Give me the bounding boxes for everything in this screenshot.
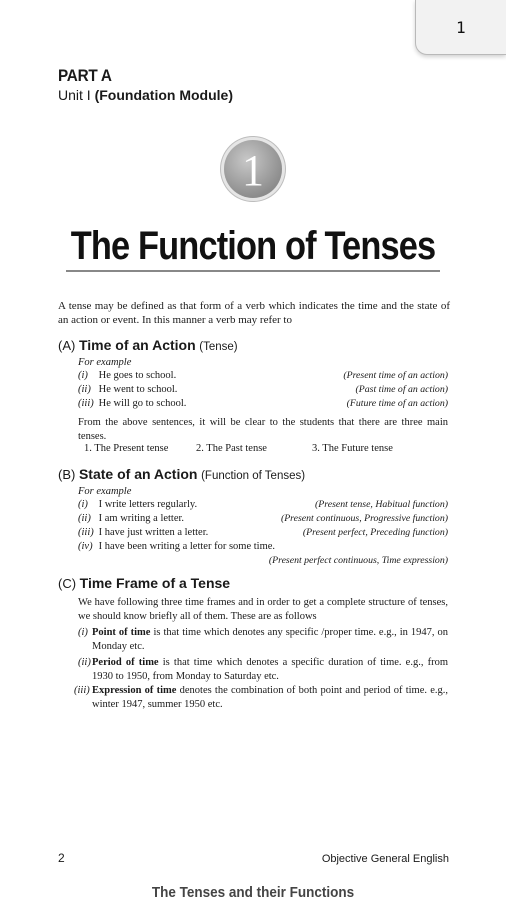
page-indicator-tab[interactable] <box>415 0 506 55</box>
section-c-heading <box>58 575 230 591</box>
example-text: He goes to school. <box>98 370 177 381</box>
part-heading: PART A <box>58 66 112 85</box>
section-a-example-row <box>78 398 448 412</box>
section-b-example-label: For example <box>78 486 132 497</box>
example-note: (Present time of an action) <box>343 370 448 381</box>
section-a-example-row <box>78 370 448 384</box>
example-note: (Future time of an action) <box>346 398 448 409</box>
example-note: (Present perfect, Preceding function) <box>302 527 448 538</box>
item-text: is that time which denotes any specific /proper time. e.g., in 1947, on Monday etc. <box>92 627 448 652</box>
time-frame-item <box>78 656 448 683</box>
chapter-number-badge <box>224 140 282 198</box>
unit-heading <box>58 87 233 103</box>
unit-prefix: Unit I <box>58 87 95 103</box>
example-number: (ii) <box>78 513 91 524</box>
chapter-title: The Function of Tenses <box>70 224 436 268</box>
section-b-example-row <box>78 513 448 527</box>
example-number: (iii) <box>78 527 94 538</box>
section-a-subtitle: (Tense) <box>199 341 238 353</box>
section-a-conclusion: From the above sentences, it will be clear to the students that there are three main tenses. <box>78 417 448 442</box>
section-c-intro: We have following three time frames and in order to get a complete structure of tenses, we should know briefly all of them. These are as follows <box>78 597 448 622</box>
section-a-example-label: For example <box>78 357 132 368</box>
page-indicator-number: 1 <box>456 18 466 37</box>
time-frame-item <box>74 684 448 711</box>
item-number: (ii) <box>78 657 91 668</box>
example-text: I am writing a letter. <box>98 513 185 524</box>
item-term: Expression of time <box>92 685 177 696</box>
section-a-title: Time of an Action <box>78 337 196 353</box>
section-a-example-row <box>78 384 448 398</box>
time-frame-item <box>78 626 448 653</box>
item-term: Period of time <box>92 657 159 668</box>
example-number: (i) <box>78 370 88 381</box>
unit-name: (Foundation Module) <box>94 87 233 103</box>
title-underline <box>66 270 440 272</box>
item-number: (iii) <box>74 685 90 696</box>
example-number: (iv) <box>78 541 93 552</box>
example-text: He went to school. <box>98 384 178 395</box>
example-text: I have just written a letter. <box>98 527 209 538</box>
footer-page-number: 2 <box>58 851 65 865</box>
section-b-title: State of an Action <box>78 466 198 482</box>
three-tenses-list <box>84 443 393 454</box>
example-text: I write letters regularly. <box>98 499 198 510</box>
example-text: He will go to school. <box>98 398 187 409</box>
section-b-example-row <box>78 541 448 555</box>
example-note: (Present perfect continuous, Time expression) <box>268 555 448 566</box>
page-caption: The Tenses and their Functions <box>151 884 355 901</box>
item-text: is that time which denotes a specific duration of time. e.g., from 1930 to 1950, from Monday to Saturday etc. <box>92 657 448 682</box>
section-b-letter: (B) <box>58 467 76 482</box>
section-a-letter: (A) <box>58 338 76 353</box>
item-number: (i) <box>78 627 88 638</box>
footer-book-title: Objective General English <box>321 853 449 865</box>
section-c-letter: (C) <box>58 576 77 591</box>
section-b-heading <box>58 466 305 482</box>
item-term: Point of time <box>92 627 151 638</box>
section-c-title: Time Frame of a Tense <box>79 575 231 591</box>
intro-paragraph: A tense may be defined as that form of a verb which indicates the time and the state of an action or event. In this manner a verb may refer to <box>58 300 450 326</box>
example-note: (Past time of an action) <box>355 384 448 395</box>
example-text: I have been writing a letter for some time. <box>98 541 276 552</box>
section-b-example-note-row <box>78 555 448 569</box>
tense-item: 1. The Present tense <box>84 443 169 454</box>
section-a-heading <box>58 337 238 353</box>
example-number: (i) <box>78 499 88 510</box>
section-b-example-row <box>78 527 448 541</box>
item-text: denotes the combination of both point and period of time. e.g., winter 1947, summer 1950 etc. <box>92 685 448 710</box>
example-note: (Present continuous, Progressive function) <box>280 513 448 524</box>
chapter-number: 1 <box>242 146 264 195</box>
section-b-subtitle: (Function of Tenses) <box>201 470 306 482</box>
tense-item: 3. The Future tense <box>312 443 393 454</box>
example-number: (ii) <box>78 384 91 395</box>
example-note: (Present tense, Habitual function) <box>315 499 448 510</box>
tense-item: 2. The Past tense <box>196 443 267 454</box>
example-number: (iii) <box>78 398 94 409</box>
section-b-example-row <box>78 499 448 513</box>
